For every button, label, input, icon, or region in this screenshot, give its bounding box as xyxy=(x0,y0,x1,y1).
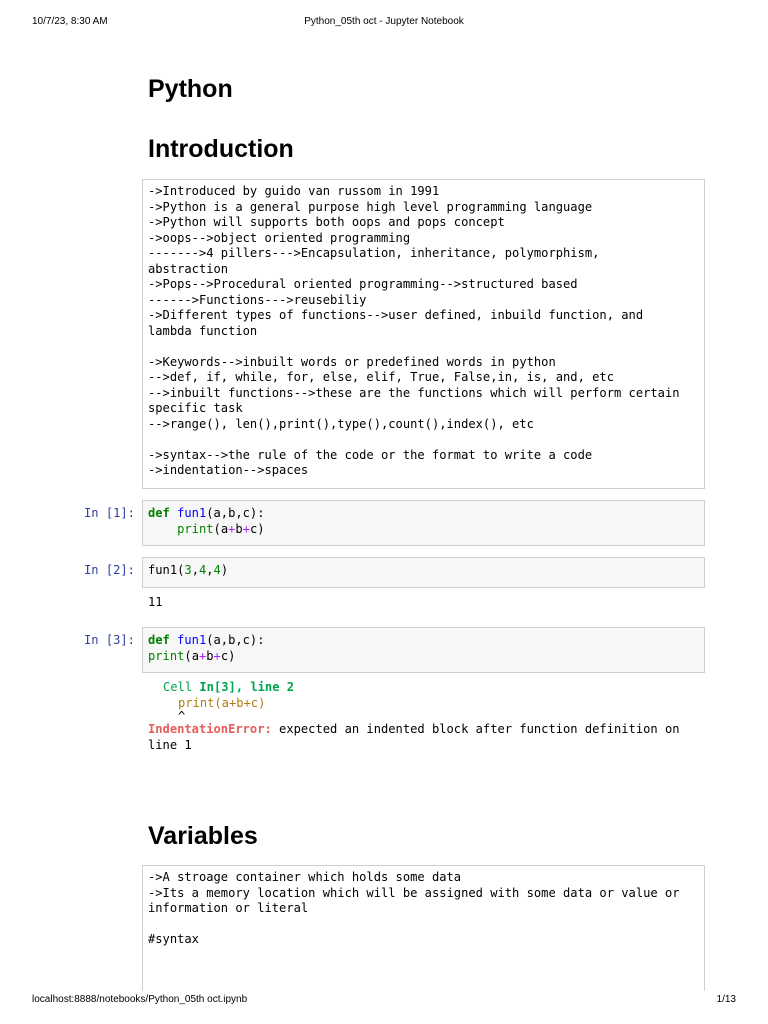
md-line: specific task xyxy=(148,401,243,415)
error-cell-label: Cell xyxy=(163,680,193,694)
number: 4 xyxy=(213,563,221,577)
number: 4 xyxy=(198,563,207,577)
heading-variables: Variables xyxy=(148,822,258,850)
paren-close: ) xyxy=(257,521,265,536)
operator-plus: + xyxy=(198,648,207,663)
operator-plus: + xyxy=(213,648,221,663)
md-line xyxy=(148,432,699,448)
keyword-def: def xyxy=(148,633,170,647)
md-line: abstraction xyxy=(148,261,229,276)
md-line: -->inbuilt functions-->these are the functions which will perform certain xyxy=(148,385,680,400)
comma: , xyxy=(206,563,214,577)
output-line: 11 xyxy=(148,595,163,609)
error-message: expected an indented block after function definition on line 1 xyxy=(148,722,687,752)
code-line xyxy=(148,522,699,538)
code-line xyxy=(148,506,699,522)
md-line: ------>Functions--->reusebiliy xyxy=(148,292,367,307)
arg-c: c xyxy=(249,521,258,536)
heading-introduction: Introduction xyxy=(148,135,294,163)
keyword-def: def xyxy=(148,506,170,520)
md-line: ->Python is a general purpose high level programming language xyxy=(148,199,593,214)
print-header xyxy=(32,16,736,30)
arg-b: b xyxy=(235,521,243,536)
md-line: ->oops-->object oriented programming xyxy=(148,230,411,245)
code-cell-2[interactable] xyxy=(142,557,705,588)
paren-open: ( xyxy=(177,563,185,577)
md-line: information or literal xyxy=(148,901,309,915)
md-line xyxy=(148,339,699,355)
builtin-print: print xyxy=(148,648,185,663)
cell-output xyxy=(148,595,703,611)
arg-b: b xyxy=(206,648,214,663)
operator-plus: + xyxy=(242,521,250,536)
operator-plus: + xyxy=(228,521,236,536)
md-line: ->Python will supports both oops and pops concept xyxy=(148,215,505,229)
paren-close: ) xyxy=(220,563,229,577)
code-line xyxy=(148,633,699,649)
md-line: #syntax xyxy=(148,932,199,946)
md-line: ->Keywords-->inbuilt words or predefined words in python xyxy=(148,354,556,369)
cell-prompt: In [2]: xyxy=(84,563,135,577)
number: 3 xyxy=(184,563,192,577)
md-line xyxy=(148,917,699,933)
code-line xyxy=(148,563,699,579)
error-code-line: print(a+b+c) xyxy=(178,695,266,710)
params: (a,b,c): xyxy=(206,506,265,520)
md-line: ->indentation-->spaces xyxy=(148,463,309,477)
function-name: fun1 xyxy=(177,506,207,520)
intro-markdown-cell[interactable] xyxy=(142,179,705,489)
md-line: lambda function xyxy=(148,323,258,338)
indent xyxy=(148,522,177,536)
error-type: IndentationError: xyxy=(148,722,272,736)
function-call: fun1 xyxy=(148,563,178,577)
code-cell-1[interactable] xyxy=(142,500,705,546)
print-title: Python_05th oct - Jupyter Notebook xyxy=(304,16,464,27)
md-line: ->syntax-->the rule of the code or the format to write a code xyxy=(148,447,593,462)
params: (a,b,c): xyxy=(206,633,265,647)
print-url: localhost:8888/notebooks/Python_05th oct.ipynb xyxy=(32,994,248,1005)
arg-a: a xyxy=(191,648,199,663)
code-line xyxy=(148,649,699,665)
md-line: -->range(), len(),print(),type(),count(),index(), etc xyxy=(148,416,534,431)
paren-open: ( xyxy=(213,521,221,536)
error-output xyxy=(148,680,703,753)
md-line: -->def, if, while, for, else, elif, True, False,in, is, and, etc xyxy=(148,370,614,384)
paren-close: ) xyxy=(228,648,236,663)
cell-prompt: In [3]: xyxy=(84,633,135,647)
code-cell-3[interactable] xyxy=(142,627,705,673)
md-line: ------->4 pillers--->Encapsulation, inheritance, polymorphism, xyxy=(148,246,600,260)
md-line: ->Its a memory location which will be assigned with some data or value or xyxy=(148,885,680,900)
md-line: ->Pops-->Procedural oriented programming-->structured based xyxy=(148,277,578,291)
paren-open: ( xyxy=(184,648,192,663)
variables-markdown-cell[interactable] xyxy=(142,865,705,991)
md-line: ->Introduced by guido van russom in 1991 xyxy=(148,184,440,198)
error-cell-ref: In[3], line 2 xyxy=(199,680,295,694)
comma: , xyxy=(191,563,199,577)
print-page-number: 1/13 xyxy=(716,994,736,1005)
function-name: fun1 xyxy=(177,633,207,647)
arg-a: a xyxy=(220,521,229,536)
print-footer xyxy=(32,994,736,1008)
heading-python: Python xyxy=(148,75,233,103)
arg-c: c xyxy=(220,648,229,663)
md-line: ->A stroage container which holds some data xyxy=(148,870,462,884)
error-message-line xyxy=(148,722,703,753)
builtin-print: print xyxy=(177,521,214,536)
error-cell-line xyxy=(148,680,703,696)
cell-prompt: In [1]: xyxy=(84,506,135,520)
error-caret: ^ xyxy=(178,709,186,723)
print-datetime: 10/7/23, 8:30 AM xyxy=(32,16,108,27)
md-line: ->Different types of functions-->user defined, inbuild function, and xyxy=(148,308,644,322)
